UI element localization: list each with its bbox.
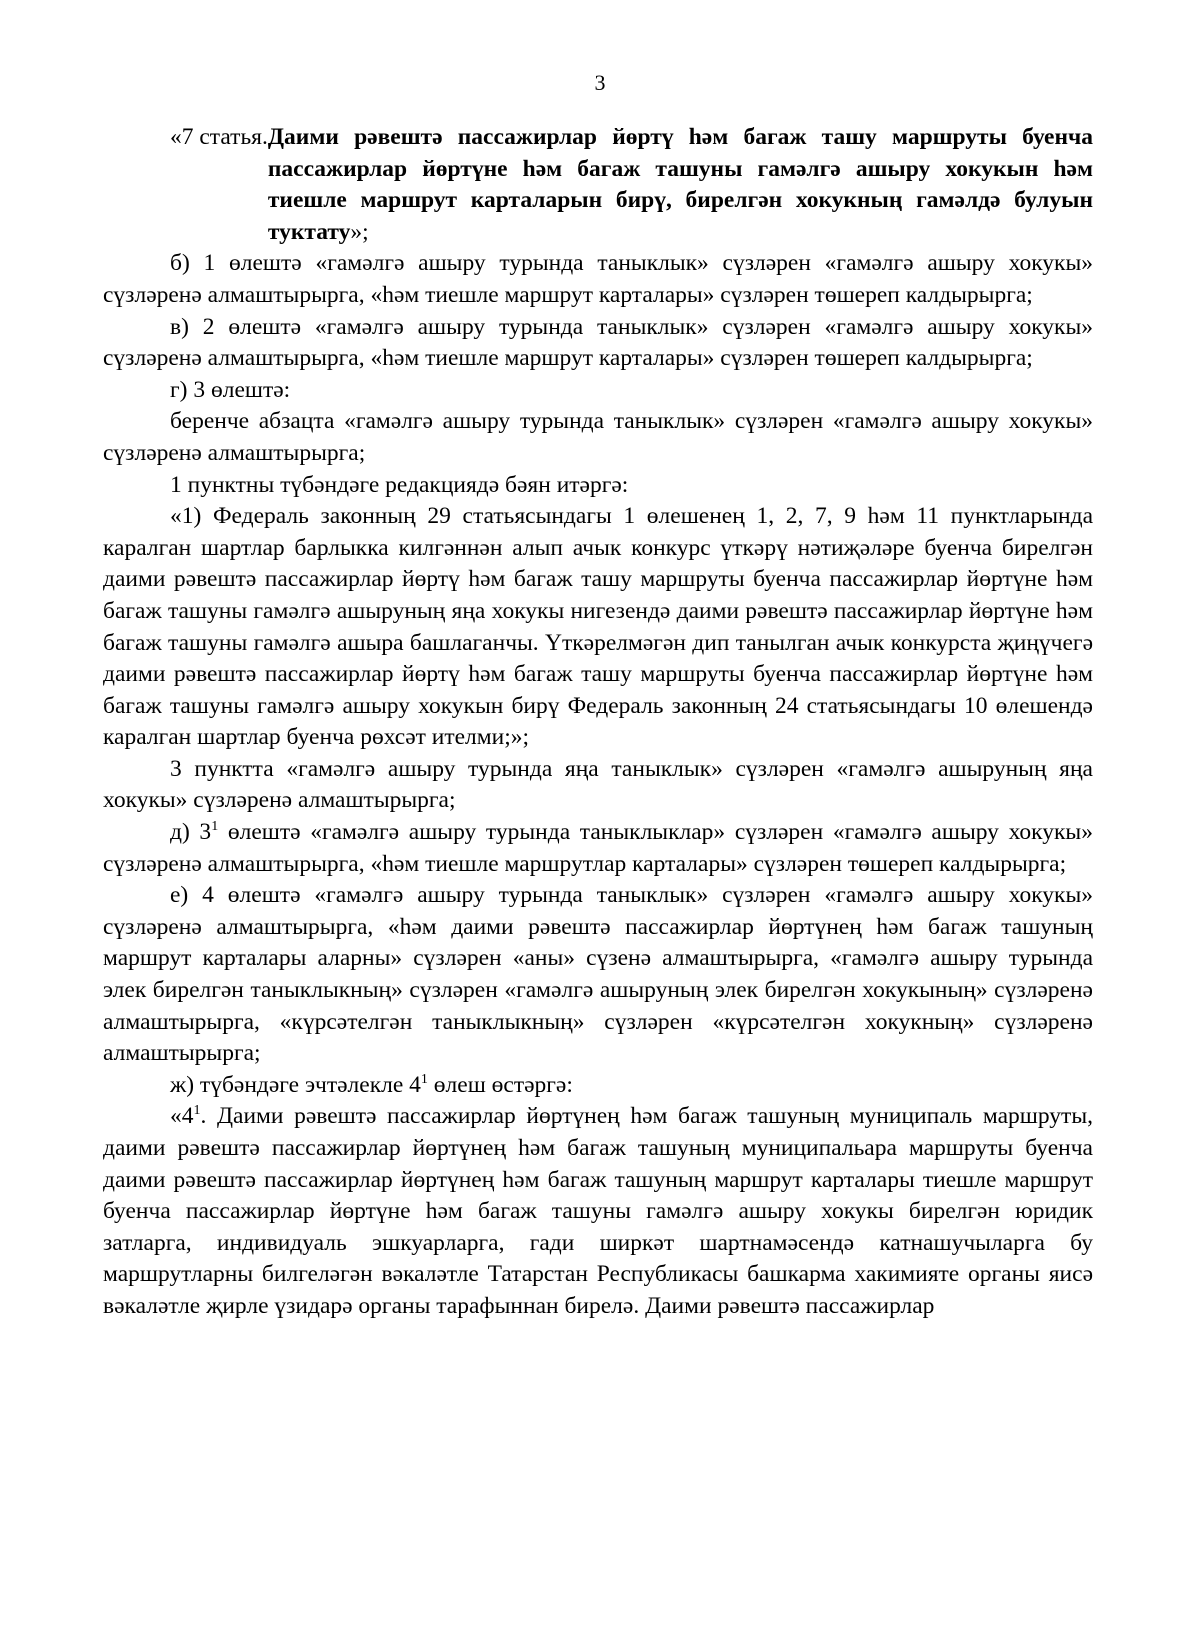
document-body bbox=[103, 122, 1093, 1323]
article-title-text: Даими рәвештә пассажирлар йөртү һәм багаж ташу маршруты буенча пассажирлар йөртүне һәм багаж ташуны гамәлгә ашыру хокукын һәм тиешле маршрут карталарын бирү, бирелгән хокукның гамәлдә булуын туктату bbox=[267, 124, 1093, 245]
superscript: 1 bbox=[211, 819, 219, 835]
paragraph-d-rest: өлештә «гамәлгә ашыру турында таныклыклар» сүзләрен «гамәлгә ашыру хокукы» сүзләренә алмаштырырга, «һәм тиешле маршрутлар карталары» сүзләрен төшереп калдырырга; bbox=[103, 819, 1093, 877]
superscript: 1 bbox=[193, 1103, 201, 1119]
paragraph-part-4-1-rest: . Даими рәвештә пассажирлар йөртүнең һәм багаж ташуның муниципаль маршруты, даими рәвештә пассажирлар йөртүнең һәм багаж ташуның муниципальара маршруты буенча даими рәвештә пассажирлар йөртүнең һәм багаж ташуның маршрут карталары тиешле маршрут буенча пассажирлар йөртүне һәм багаж ташуны гамәлгә ашыру хокукы бирелгән юридик затларга, индивидуаль эшкуарларга, гади ширкәт шартнамәсендә катнашучыларга бу маршрутларны билгеләгән вәкаләтле Татарстан Республикасы башкарма хакимияте органы яисә вәкаләтле җирле үзидарә органы тарафыннан бирелә. Даими рәвештә пассажирлар bbox=[103, 1103, 1093, 1319]
paragraph-zh-start: ж) түбәндәге эчтәлекле 4 bbox=[170, 1071, 421, 1098]
page-number: 3 bbox=[594, 70, 606, 95]
paragraph-part-4-1 bbox=[103, 1101, 1093, 1322]
article-title bbox=[268, 122, 1093, 248]
paragraph-g: г) 3 өлештә: bbox=[170, 376, 291, 403]
paragraph-first-abzac: беренче абзацта «гамәлгә ашыру турында таныклык» сүзләрен «гамәлгә ашыру хокукы» сүзләренә алмаштырырга; bbox=[103, 408, 1093, 466]
paragraph-point-1-intro: 1 пунктны түбәндәге редакциядә бәян итәргә: bbox=[170, 471, 629, 498]
paragraph-e: е) 4 өлештә «гамәлгә ашыру турында таныклык» сүзләрен «гамәлгә ашыру хокукы» сүзләренә алмаштырырга, «һәм даими рәвештә пассажирлар йөртүнең һәм багаж ташуның маршрут карталары аларны» сүзләрен «аны» сүзенә алмаштырырга, «гамәлгә ашыру турында элек бирелгән таныклыкның» сүзләрен «гамәлгә ашыруның элек бирелгән хокукының» сүзләренә алмаштырырга, «күрсәтелгән таныклыкның» сүзләрен «күрсәтелгән хокукның» сүзләренә алмаштырырга; bbox=[103, 882, 1093, 1067]
paragraph-v: в) 2 өлештә «гамәлгә ашыру турында таныклык» сүзләрен «гамәлгә ашыру хокукы» сүзләренә алмаштырырга, «һәм тиешле маршрут карталары» сүзләрен төшереп калдырырга; bbox=[103, 313, 1093, 372]
paragraph-point-3: 3 пунктта «гамәлгә ашыру турында яңа таныклык» сүзләрен «гамәлгә ашыруның яңа хокукы» сүзләренә алмаштырырга; bbox=[103, 755, 1093, 814]
paragraph-part-4-1-start: «4 bbox=[170, 1103, 194, 1130]
paragraph-point-1-text: «1) Федераль законның 29 статьясындагы 1 өлешенең 1, 2, 7, 9 һәм 11 пунктларында каралган шартлар барлыкка килгәннән алып ачык конкурс үткәрү нәтиҗәләре буенча бирелгән даими рәвештә пассажирлар йөртү һәм багаж ташу маршруты буенча пассажирлар йөртүне һәм багаж ташуны гамәлгә ашыруның яңа хокукы нигезендә даими рәвештә пассажирлар йөртүне һәм багаж ташуны гамәлгә ашыра башлаганчы. Үткәрелмәгән дип танылган ачык конкурста җиңүчегә даими рәвештә пассажирлар йөртү һәм багаж ташу маршруты буенча пассажирлар йөртүне һәм багаж ташуны гамәлгә ашыру хокукын бирү Федераль законның 24 статьясындагы 10 өлешендә каралган шартлар буенча рөхсәт ителми;»; bbox=[103, 503, 1093, 751]
article-title-tail: »; bbox=[350, 218, 369, 245]
paragraph-d-start: д) 3 bbox=[170, 819, 212, 846]
paragraph-d bbox=[103, 817, 1093, 880]
paragraph-zh-rest: өлеш өстәргә: bbox=[427, 1071, 573, 1098]
superscript: 1 bbox=[420, 1071, 428, 1087]
article-heading bbox=[103, 122, 1093, 248]
article-number: «7 статья. bbox=[170, 124, 268, 150]
paragraph-zh bbox=[103, 1070, 1093, 1102]
paragraph-b: б) 1 өлештә «гамәлгә ашыру турында таныклык» сүзләрен «гамәлгә ашыру хокукы» сүзләренә алмаштырырга, «һәм тиешле маршрут карталары» сүзләрен төшереп калдырырга; bbox=[103, 250, 1093, 308]
